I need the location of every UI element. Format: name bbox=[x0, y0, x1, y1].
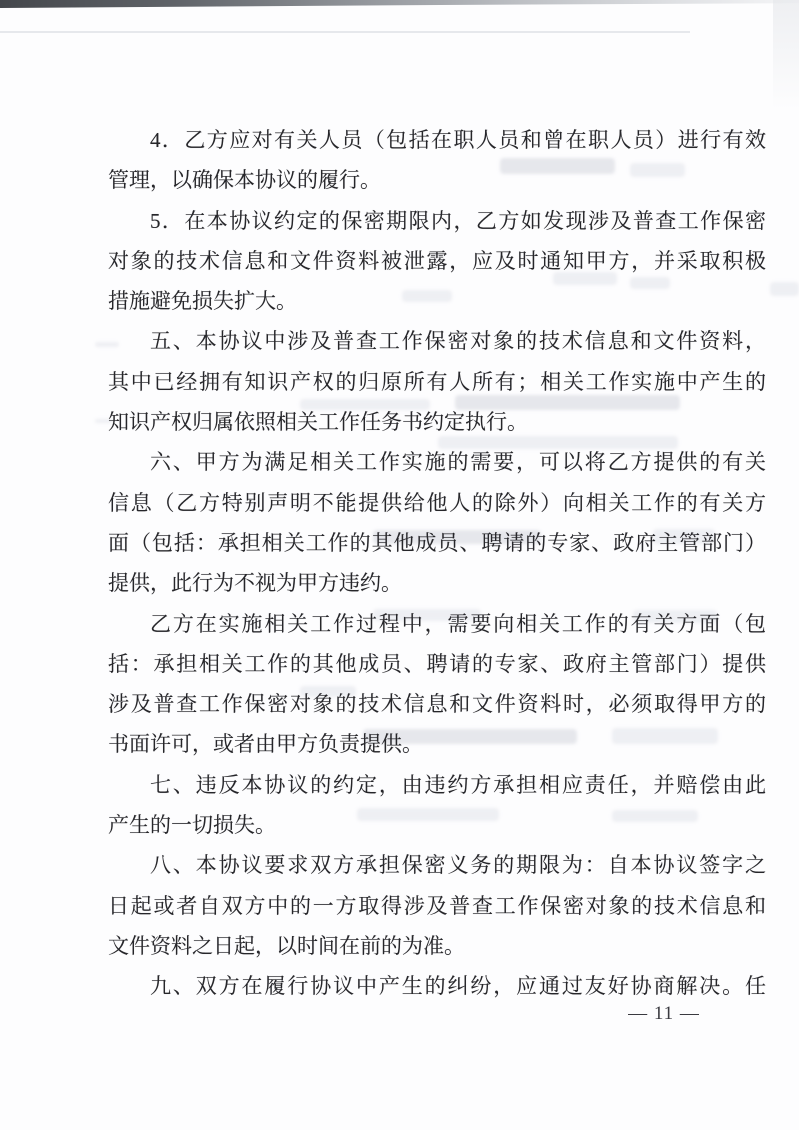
document-line: 日起或者自双方中的一方取得涉及普查工作保密对象的技术信息和 bbox=[108, 893, 766, 918]
document-line: 书面许可，或者由甲方负责提供。 bbox=[108, 732, 423, 757]
document-line: 涉及普查工作保密对象的技术信息和文件资料时，必须取得甲方的 bbox=[108, 692, 766, 717]
document-line: 信息（乙方特别声明不能提供给他人的除外）向相关工作的有关方 bbox=[108, 490, 766, 515]
document-line: 八、本协议要求双方承担保密义务的期限为：自本协议签字之 bbox=[150, 853, 766, 878]
document-line: 知识产权归属依照相关工作任务书约定执行。 bbox=[108, 410, 528, 435]
document-line: 4．乙方应对有关人员（包括在职人员和曾在职人员）进行有效 bbox=[150, 128, 766, 152]
document-line: 七、违反本协议的约定，由违约方承担相应责任，并赔偿由此 bbox=[150, 772, 766, 797]
document-line: 面（包括：承担相关工作的其他成员、聘请的专家、政府主管部门） bbox=[108, 530, 766, 555]
document-line: 九、双方在履行协议中产生的纠纷，应通过友好协商解决。任 bbox=[150, 974, 766, 999]
document-line: 5．在本协议约定的保密期限内，乙方如发现涉及普查工作保密 bbox=[150, 208, 766, 233]
document-line: 其中已经拥有知识产权的归原所有人所有；相关工作实施中产生的 bbox=[108, 369, 766, 394]
document-line: 对象的技术信息和文件资料被泄露，应及时通知甲方，并采取积极 bbox=[108, 248, 766, 273]
scan-edge-artifact bbox=[0, 0, 799, 8]
document-line: 文件资料之日起，以时间在前的为准。 bbox=[108, 933, 465, 958]
document-line: 产生的一切损失。 bbox=[108, 813, 276, 838]
bleed-through-smudge bbox=[770, 282, 799, 296]
document-line: 五、本协议中涉及普查工作保密对象的技术信息和文件资料， bbox=[150, 329, 766, 354]
document-line: 乙方在实施相关工作过程中，需要向相关工作的有关方面（包 bbox=[150, 611, 766, 636]
page-number: — 11 — bbox=[628, 1003, 700, 1024]
document-body bbox=[108, 120, 766, 1007]
document-line: 措施避免损失扩大。 bbox=[108, 289, 297, 314]
scan-corner-shade bbox=[773, 0, 799, 110]
scan-line-artifact bbox=[0, 31, 690, 33]
document-line: 括：承担相关工作的其他成员、聘请的专家、政府主管部门）提供 bbox=[108, 651, 766, 676]
document-line: 六、甲方为满足相关工作实施的需要，可以将乙方提供的有关 bbox=[150, 450, 766, 475]
document-line: 管理，以确保本协议的履行。 bbox=[108, 168, 381, 193]
document-line: 提供，此行为不视为甲方违约。 bbox=[108, 571, 402, 596]
